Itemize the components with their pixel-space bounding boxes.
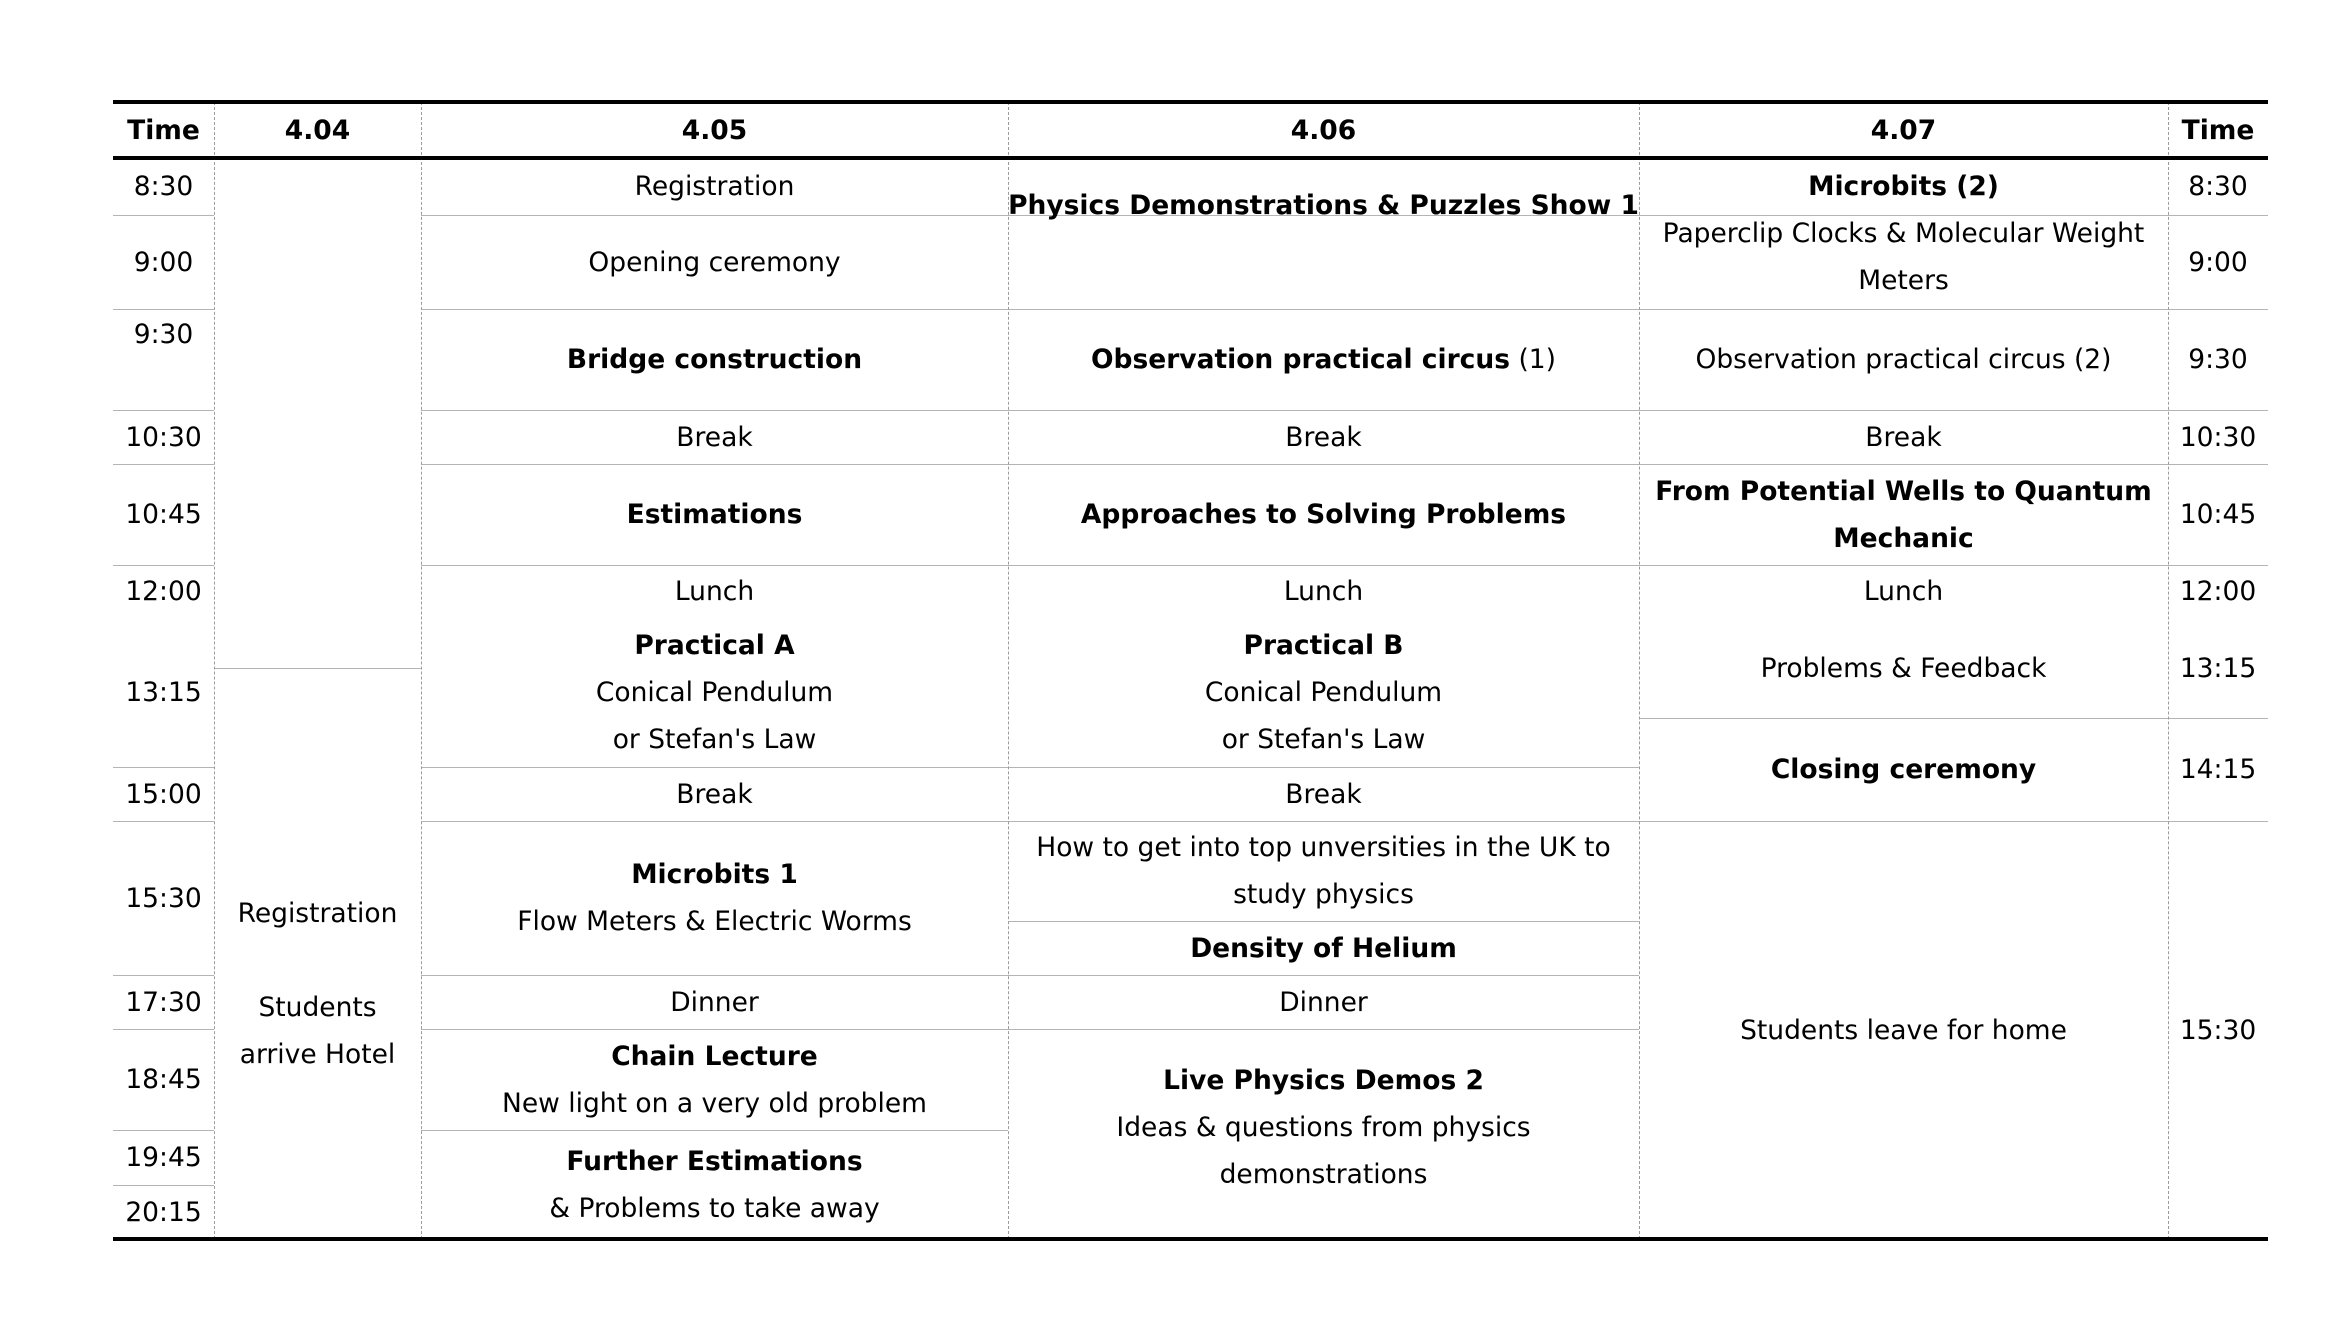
- day405-practical-a: [421, 618, 1008, 767]
- day407-microbits-line1: Paperclip Clocks & Molecular Weight: [1662, 218, 2145, 249]
- day405-further-title: Further Estimations: [566, 1145, 863, 1177]
- day407-microbits-title: Microbits (2): [1808, 171, 1999, 202]
- day406-practical-b: [1008, 618, 1639, 767]
- day407-leave-home: Students leave for home: [1740, 1014, 2067, 1046]
- day406-observation-title: Observation practical circus: [1091, 344, 1511, 375]
- day406-universities-line1: How to get into top unversities in the UK to: [1036, 832, 1611, 863]
- time-left-slot: 12:00: [125, 576, 202, 607]
- day405-break: Break: [676, 421, 753, 453]
- day404-arrival-cell: [214, 668, 421, 1239]
- time-left-slot: 19:45: [125, 1142, 202, 1173]
- day404-registration: Registration: [237, 897, 398, 929]
- day407-quantum-line1: From Potential Wells to Quantum: [1655, 475, 2152, 507]
- day405-chain-lecture: [421, 1029, 1008, 1130]
- day407-lunch: Lunch: [1863, 576, 1944, 607]
- day406-practical-line1: Conical Pendulum: [1204, 677, 1443, 708]
- header-day-405: 4.05: [681, 114, 748, 146]
- day406-demos2-line2: demonstrations: [1219, 1158, 1428, 1190]
- day406-practical-title: Practical B: [1243, 630, 1404, 661]
- day406-universities: [1008, 821, 1639, 921]
- day407-quantum: [1639, 464, 2168, 565]
- day404-arrive-line2: arrive Hotel: [239, 1038, 396, 1070]
- day406-observation-text: [1091, 336, 1556, 383]
- day406-observation: [1008, 309, 1639, 410]
- day405-chain-desc: New light on a very old problem: [502, 1087, 927, 1119]
- time-left-slot: 9:00: [133, 246, 194, 278]
- day407-microbits-line2: Meters: [1858, 265, 1949, 296]
- day406-dinner: Dinner: [1279, 986, 1368, 1018]
- day407-observation: Observation practical circus (2): [1695, 344, 2112, 375]
- day405-opening-ceremony: Opening ceremony: [588, 246, 841, 278]
- day405-further-estimations: [421, 1130, 1008, 1239]
- day406-demos2-title: Live Physics Demos 2: [1163, 1064, 1484, 1096]
- time-right-slot: 14:15: [2179, 754, 2257, 785]
- day405-dinner: Dinner: [670, 986, 759, 1018]
- time-left-slot: 8:30: [133, 171, 194, 202]
- day407-microbits-2: [1639, 158, 2168, 309]
- day405-practical-line2: or Stefan's Law: [612, 724, 817, 755]
- day406-approaches: Approaches to Solving Problems: [1080, 499, 1567, 530]
- day406-demos2-line1: Ideas & questions from physics: [1116, 1111, 1531, 1143]
- day406-practical-line2: or Stefan's Law: [1221, 724, 1426, 755]
- day407-problems-feedback: Problems & Feedback: [1760, 652, 2047, 684]
- day405-lunch: Lunch: [674, 576, 755, 607]
- day405-microbits: [421, 821, 1008, 975]
- time-right-slot: 13:15: [2179, 652, 2257, 684]
- day405-registration: Registration: [634, 171, 795, 202]
- day407-quantum-line2: Mechanic: [1833, 522, 1974, 554]
- time-left-slot: 20:15: [125, 1196, 202, 1228]
- day405-bridge-construction: Bridge construction: [566, 344, 863, 375]
- day406-lunch: Lunch: [1283, 576, 1364, 607]
- day405-practical-title: Practical A: [634, 630, 795, 661]
- time-right-slot: 15:30: [2179, 1014, 2257, 1046]
- day406-demos-show-1: Physics Demonstrations & Puzzles Show 1: [1008, 190, 1639, 221]
- schedule-table: [113, 102, 2268, 1239]
- day405-microbits-title: Microbits 1: [631, 859, 798, 890]
- header-day-407: 4.07: [1870, 114, 1937, 146]
- day405-chain-title: Chain Lecture: [611, 1040, 818, 1072]
- header-day-406: 4.06: [1290, 114, 1357, 146]
- day407-closing-ceremony: Closing ceremony: [1770, 754, 2037, 785]
- header-time-right: Time: [2181, 114, 2255, 146]
- day404-arrive-line1: Students: [258, 991, 377, 1023]
- time-left-slot: 15:30: [125, 882, 202, 914]
- day406-live-demos-2: [1008, 1029, 1639, 1239]
- day406-universities-line2: study physics: [1233, 879, 1414, 910]
- header-time-left: Time: [127, 114, 200, 146]
- header-day-404: 4.04: [284, 114, 351, 146]
- day406-break: Break: [1285, 421, 1362, 453]
- day407-break: Break: [1865, 421, 1942, 453]
- day405-further-desc: & Problems to take away: [549, 1192, 880, 1224]
- time-right-slot: 12:00: [2179, 576, 2257, 607]
- day405-break: Break: [676, 778, 753, 810]
- time-right-slot: 9:00: [2188, 246, 2248, 278]
- time-left-slot: 10:45: [125, 499, 202, 530]
- time-left-slot: 15:00: [125, 778, 202, 810]
- time-left-slot: 10:30: [125, 421, 202, 453]
- day405-microbits-desc: Flow Meters & Electric Worms: [517, 906, 912, 937]
- day406-density-helium: Density of Helium: [1190, 932, 1457, 964]
- day405-estimations: Estimations: [626, 499, 803, 530]
- time-left-slot: 13:15: [125, 677, 202, 708]
- time-right-slot: 9:30: [2188, 344, 2248, 375]
- day405-practical-line1: Conical Pendulum: [595, 677, 834, 708]
- time-right-slot: 10:30: [2179, 421, 2257, 453]
- time-left-slot: 9:30: [133, 319, 194, 350]
- time-left-slot: 18:45: [125, 1064, 202, 1095]
- time-right-slot: 10:45: [2179, 499, 2257, 530]
- time-right-slot: 8:30: [2188, 171, 2248, 202]
- day406-break: Break: [1285, 778, 1362, 810]
- day406-observation-number: (1): [1510, 344, 1556, 375]
- time-left-slot: 17:30: [125, 986, 202, 1018]
